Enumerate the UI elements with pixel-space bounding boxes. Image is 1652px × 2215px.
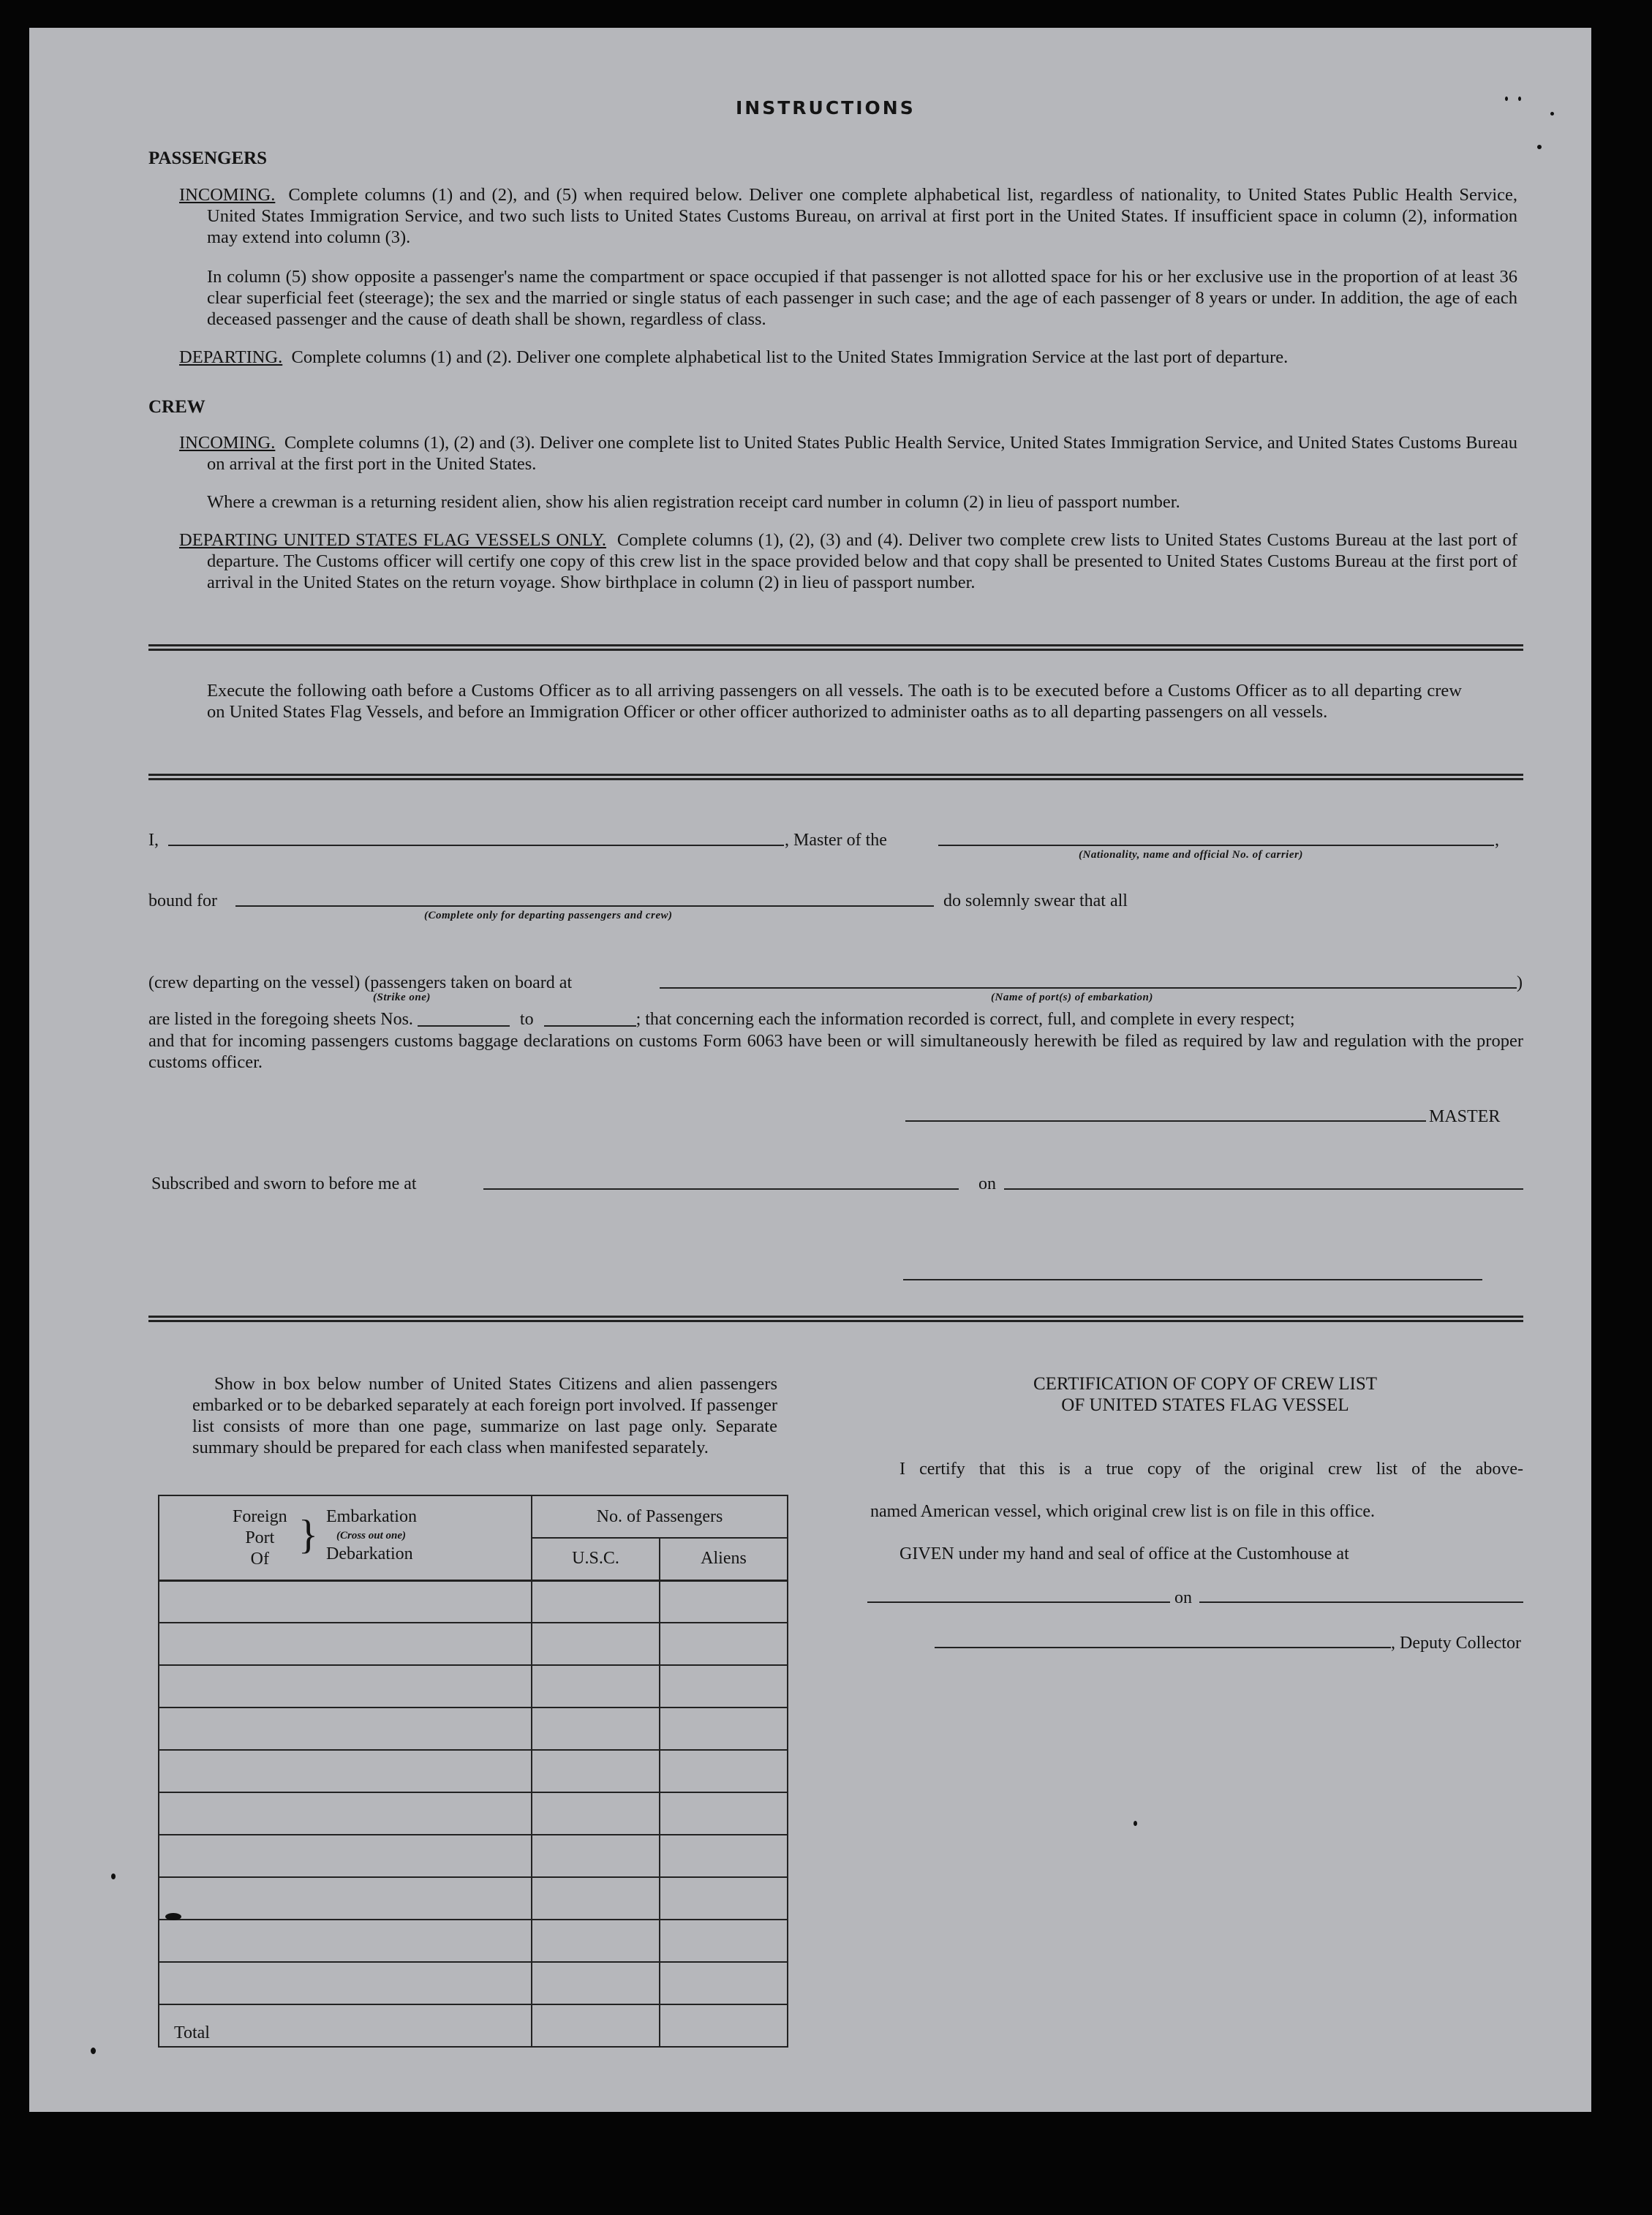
usc-cell[interactable] [532,1750,660,1792]
vessel-field[interactable] [938,845,1494,846]
aliens-cell[interactable] [660,1792,788,1835]
usc-cell[interactable] [532,1580,660,1623]
port-cell[interactable] [159,1792,532,1835]
passengers-departing-text: Complete columns (1) and (2). Deliver one complete alphabetical list to the United States Immigration Service at the last port of departure. [291,347,1289,367]
foreign-label: Foreign [233,1507,287,1526]
usc-cell[interactable] [532,1708,660,1750]
of-label: Of [250,1550,269,1569]
sheet-from-field[interactable] [418,1025,510,1027]
nationality-caption: (Nationality, name and official No. of carrier) [1079,849,1303,861]
port-cell[interactable] [159,1708,532,1750]
crew-departing-text: Complete columns (1), (2), (3) and (4). Deliver two complete crew lists to United States Customs Bureau at the last port of departure. The Customs officer will certify one copy of this crew list in the space provided below and that copy shall be presented to United States Customs Bureau at the first port of arrival in the United States on the return voyage. Show birthplace in column (2) in lieu of passport number. [207,530,1517,592]
master-label: MASTER [1429,1107,1501,1126]
certification-title-line-1: CERTIFICATION OF COPY OF CREW LIST [1033,1374,1378,1394]
port-cell[interactable] [159,1877,532,1920]
oath-i-label: I, [148,831,159,850]
comma: , [1495,831,1499,850]
passengers-departing-paragraph [179,347,1517,368]
brace-icon: } [298,1512,318,1558]
port-cell[interactable] [159,1962,532,2004]
bound-for-label: bound for [148,891,217,910]
bound-for-field[interactable] [235,905,934,907]
customhouse-field[interactable] [867,1601,1170,1603]
certification-line-2: named American vessel, which original crew list is on file in this office. [870,1502,1376,1521]
port-cell[interactable] [159,1623,532,1665]
usc-total-cell[interactable] [532,2004,660,2047]
scan-speck [1134,1821,1137,1826]
master-name-field[interactable] [168,845,784,846]
port-header-left [233,1506,287,1570]
port-header-right [326,1506,417,1565]
passengers-departing-label: DEPARTING. [179,347,283,367]
scan-speck [1518,97,1521,101]
page-title: INSTRUCTIONS [736,97,916,118]
crew-departing-paragraph [179,529,1517,593]
port-cell[interactable] [159,1665,532,1708]
usc-cell[interactable] [532,1623,660,1665]
certification-title [898,1373,1512,1416]
listed-to: to [519,1010,534,1029]
scan-speck [111,1873,116,1879]
certification-on-label: on [1174,1588,1192,1607]
scan-speck [1537,145,1542,149]
listed-text-c: and that for incoming passengers customs baggage declarations on customs Form 6063 have been or will simultaneously herewith be filed as required by law and regulation with the proper customs officer. [148,1031,1523,1072]
listed-text-b: ; that concerning each the information recorded is correct, full, and complete in every respect; [635,1010,1295,1029]
swear-label: do solemnly swear that all [943,891,1128,910]
aliens-header: Aliens [660,1538,788,1580]
crew-heading: CREW [148,397,205,417]
aliens-cell[interactable] [660,1920,788,1962]
usc-cell[interactable] [532,1962,660,2004]
close-paren: ) [1517,973,1523,992]
ports-field[interactable] [660,987,1517,989]
sheet-to-field[interactable] [544,1025,636,1027]
scan-speck [91,2048,96,2054]
embarkation-label: Embarkation [326,1507,417,1526]
listed-text-a: are listed in the foregoing sheets Nos. [148,1010,413,1029]
departing-caption: (Complete only for departing passengers and crew) [424,910,673,921]
usc-cell[interactable] [532,1665,660,1708]
aliens-cell[interactable] [660,1877,788,1920]
passengers-incoming-text: Complete columns (1) and (2), and (5) when required below. Deliver one complete alphabetical list, regardless of nationality, to United States Public Health Service, United States Immigration Service, and two such lists to United States Customs Bureau, on arrival at first port in the United States. If insufficient space in column (2), information may extend into column (3). [207,185,1518,247]
scan-speck [1550,112,1554,116]
aliens-cell[interactable] [660,1750,788,1792]
port-label: Port [245,1528,275,1547]
port-cell[interactable] [159,1920,532,1962]
crew-departing-label: (crew departing on the vessel) (passengers taken on board at [148,973,573,992]
aliens-cell[interactable] [660,1623,788,1665]
crew-alien-paragraph: Where a crewman is a returning resident alien, show his alien registration receipt card number in column (2) in lieu of passport number. [207,492,1180,512]
crew-departing-label: DEPARTING UNITED STATES FLAG VESSELS ONLY. [179,530,607,550]
divider [148,644,1523,651]
passengers-incoming-label: INCOMING. [179,185,276,205]
usc-cell[interactable] [532,1920,660,1962]
port-header-cell [159,1495,532,1580]
listed-line [148,1009,1523,1030]
certification-line-3: GIVEN under my hand and seal of office at the Customhouse at [899,1544,1349,1563]
certification-line-1: I certify that this is a true copy of the original crew list of the above- [899,1460,1523,1479]
sworn-date-field[interactable] [1004,1188,1523,1190]
passenger-summary-table [158,1495,788,2048]
usc-header: U.S.C. [532,1538,660,1580]
cross-out-caption: (Cross out one) [336,1530,407,1542]
ports-caption: (Name of port(s) of embarkation) [991,992,1153,1003]
crew-incoming-paragraph [179,432,1517,475]
aliens-cell[interactable] [660,1708,788,1750]
port-cell[interactable] [159,1580,532,1623]
sworn-place-field[interactable] [483,1188,959,1190]
crew-incoming-text: Complete columns (1), (2) and (3). Deliver one complete list to United States Public Health Service, United States Immigration Service, and United States Customs Bureau on arrival at the first port in the United States. [207,433,1518,474]
usc-cell[interactable] [532,1835,660,1877]
officer-signature-field[interactable] [903,1279,1482,1280]
certification-date-field[interactable] [1199,1601,1523,1603]
passengers-incoming-paragraph [179,184,1517,248]
crew-incoming-label: INCOMING. [179,433,276,453]
aliens-total-cell[interactable] [660,2004,788,2047]
divider [148,1316,1523,1322]
debarkation-label: Debarkation [326,1544,413,1563]
summary-instruction: Show in box below number of United States Citizens and alien passengers embarked or to be debarked separately at each foreign port involved. If passenger list consists of more than one page, summarize on last page only. Separate summary should be prepared for each class when manifested separately. [192,1374,777,1457]
aliens-cell[interactable] [660,1580,788,1623]
scan-speck [1505,97,1508,101]
form-page [29,28,1591,2112]
aliens-cell[interactable] [660,1835,788,1877]
master-signature-field[interactable] [905,1120,1426,1122]
deputy-signature-field[interactable] [935,1647,1391,1648]
passengers-column5-paragraph: In column (5) show opposite a passenger's name the compartment or space occupied if that passenger is not allotted space for his or her exclusive use in the proportion of at least 36 clear superficial feet (steerage); the sex and the married or single status of each passenger in such case; and the age of each passenger of 8 years or under. In addition, the age of each deceased passenger and the cause of death shall be shown, regardless of class. [207,267,1517,329]
no-passengers-header: No. of Passengers [532,1495,788,1538]
divider [148,774,1523,780]
master-of-label: , Master of the [785,831,887,850]
subscribed-label: Subscribed and sworn to before me at [151,1174,417,1193]
on-label: on [978,1174,996,1193]
usc-cell[interactable] [532,1792,660,1835]
port-cell[interactable] [159,1835,532,1877]
deputy-collector-label: , Deputy Collector [1391,1634,1521,1653]
strike-caption: (Strike one) [373,992,431,1003]
usc-cell[interactable] [532,1877,660,1920]
scan-speck [165,1913,181,1920]
total-label: Total [159,2004,532,2047]
aliens-cell[interactable] [660,1962,788,2004]
certification-title-line-2: OF UNITED STATES FLAG VESSEL [1061,1395,1349,1415]
port-cell[interactable] [159,1750,532,1792]
passengers-heading: PASSENGERS [148,148,268,168]
oath-instruction: Execute the following oath before a Customs Officer as to all arriving passengers on all vessels. The oath is to be executed before a Customs Officer as to all departing crew on United States Flag Vessels, and before an Immigration Officer or other officer authorized to administer oaths as to all departing passengers on all vessels. [207,681,1462,722]
aliens-cell[interactable] [660,1665,788,1708]
